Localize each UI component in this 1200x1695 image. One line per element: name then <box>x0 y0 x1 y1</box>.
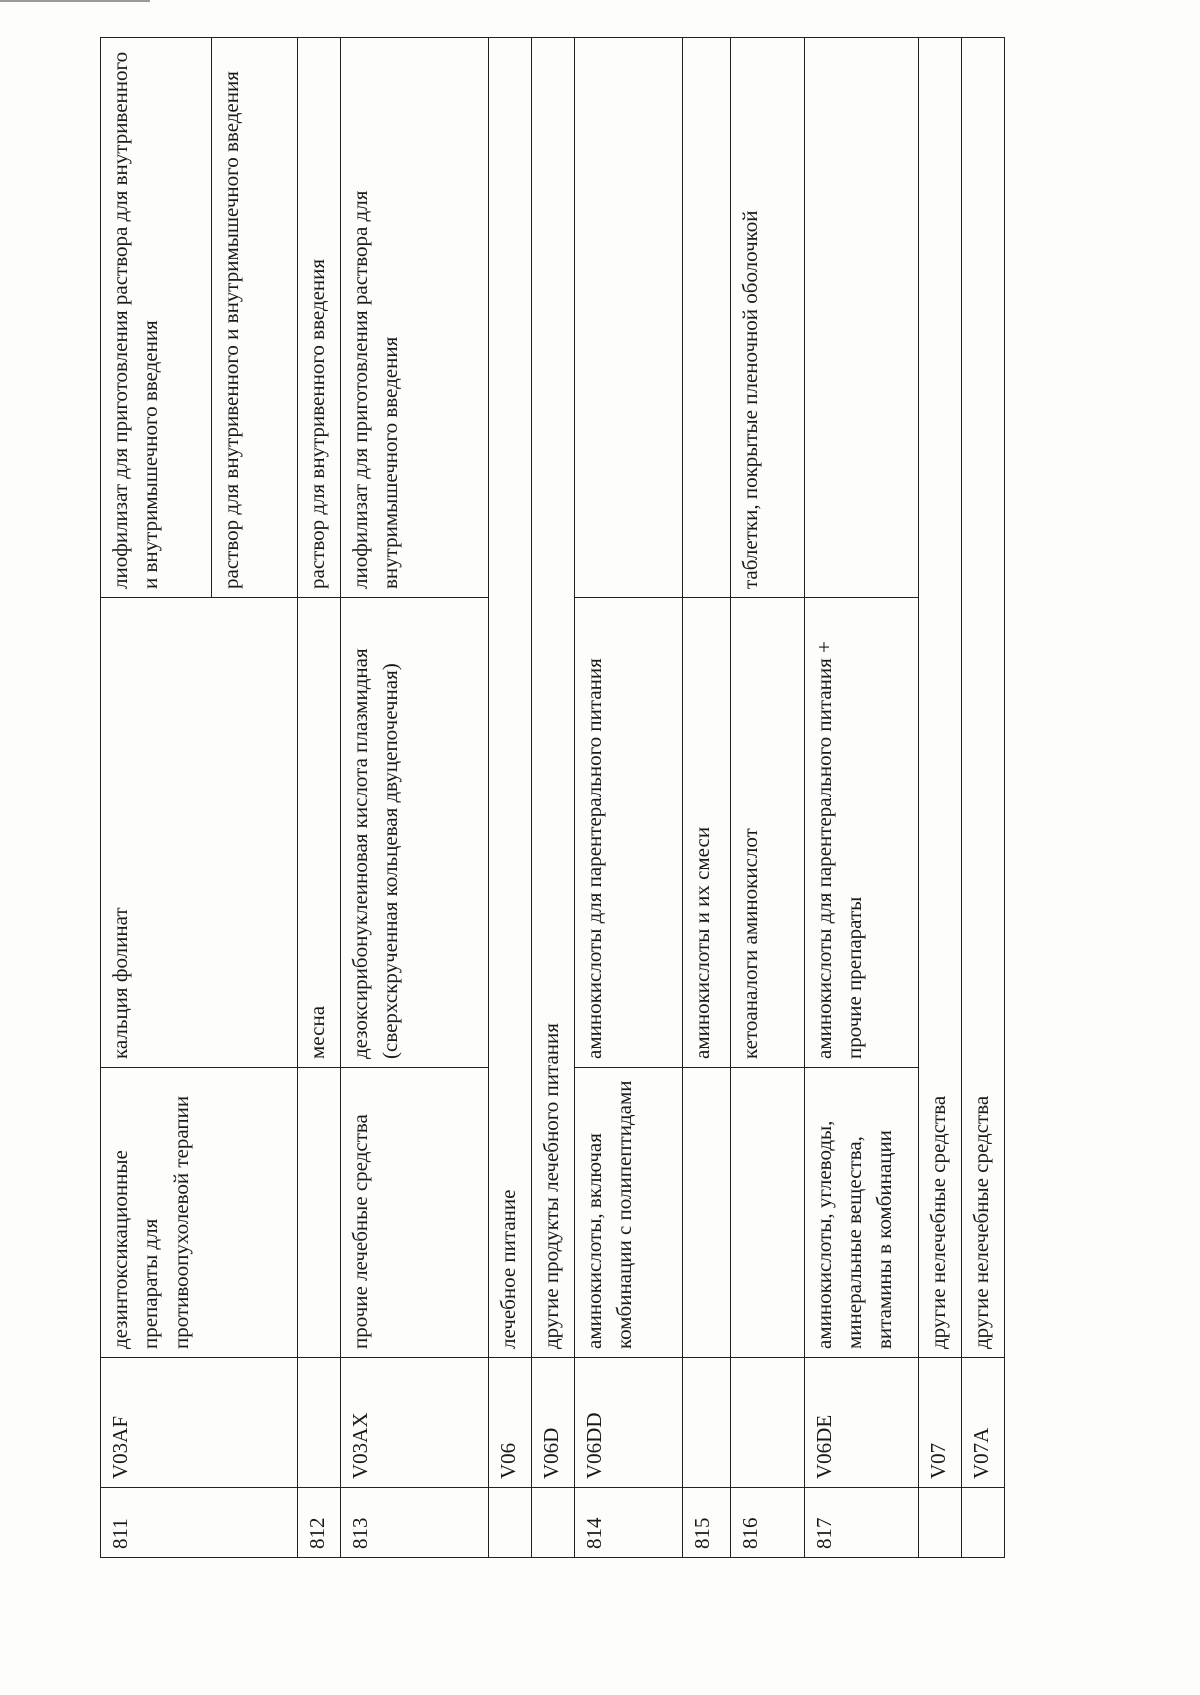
atc-code: V06DE <box>804 1358 919 1488</box>
dosage-form: раствор для внутривенного и внутримышечного введения <box>211 38 298 598</box>
atc-code <box>298 1358 341 1488</box>
drug-name: кетоаналоги аминокислот <box>730 598 804 1068</box>
atc-code: V06DD <box>574 1358 682 1488</box>
table-row <box>804 38 919 1558</box>
row-number: 814 <box>574 1488 682 1558</box>
table-row <box>683 38 731 1558</box>
drug-name: кальция фолинат <box>101 598 298 1068</box>
dosage-form: лиофилизат для приготовления раствора для внутривенного и внутримышечного введения <box>101 38 212 598</box>
dosage-form: таблетки, покрытые пленочной оболочкой <box>730 38 804 598</box>
atc-group: аминокислоты, углеводы, минеральные вещества, витамины в комбинации <box>804 1068 919 1358</box>
row-number: 815 <box>683 1488 731 1558</box>
atc-code: V07 <box>919 1358 962 1488</box>
drug-name: аминокислоты для парентерального питания + прочие препараты <box>804 598 919 1068</box>
atc-group: аминокислоты, включая комбинации с полипептидами <box>574 1068 682 1358</box>
row-number <box>532 1488 575 1558</box>
row-number: 812 <box>298 1488 341 1558</box>
atc-group: другие нелечебные средства <box>919 38 962 1358</box>
atc-group <box>730 1068 804 1358</box>
row-number: 811 <box>101 1488 298 1558</box>
atc-code: V03AF <box>101 1358 298 1488</box>
scan-edge-mark <box>0 0 150 2</box>
atc-group: лечебное питание <box>489 38 532 1358</box>
table-row <box>101 38 212 1558</box>
table-row <box>962 38 1005 1558</box>
drug-name: месна <box>298 598 341 1068</box>
dosage-form <box>804 38 919 598</box>
row-number: 813 <box>340 1488 488 1558</box>
atc-group <box>298 1068 341 1358</box>
table-row <box>730 38 804 1558</box>
table-row <box>574 38 682 1558</box>
table-row <box>298 38 341 1558</box>
atc-group: другие нелечебные средства <box>962 38 1005 1358</box>
dosage-form: раствор для внутривенного введения <box>298 38 341 598</box>
row-number: 817 <box>804 1488 919 1558</box>
atc-code: V07A <box>962 1358 1005 1488</box>
table-row <box>919 38 962 1558</box>
drug-name: аминокислоты для парентерального питания <box>574 598 682 1068</box>
row-number <box>962 1488 1005 1558</box>
atc-code: V06D <box>532 1358 575 1488</box>
drug-name: аминокислоты и их смеси <box>683 598 731 1068</box>
atc-code <box>683 1358 731 1488</box>
atc-group: прочие лечебные средства <box>340 1068 488 1358</box>
drug-name: дезоксирибонуклеиновая кислота плазмидная (сверхскрученная кольцевая двуцепочечная) <box>340 598 488 1068</box>
row-number <box>489 1488 532 1558</box>
row-number <box>919 1488 962 1558</box>
table-row <box>489 38 532 1558</box>
atc-code: V06 <box>489 1358 532 1488</box>
table-row <box>340 38 488 1558</box>
atc-code: V03AX <box>340 1358 488 1488</box>
atc-group <box>683 1068 731 1358</box>
dosage-form <box>683 38 731 598</box>
dosage-form: лиофилизат для приготовления раствора для внутримышечного введения <box>340 38 488 598</box>
rotated-page <box>100 38 1005 1558</box>
atc-group: другие продукты лечебного питания <box>532 38 575 1358</box>
atc-code <box>730 1358 804 1488</box>
medication-table <box>100 37 1005 1558</box>
atc-group: дезинтоксикационные препараты для противоопухолевой терапии <box>101 1068 298 1358</box>
dosage-form <box>574 38 682 598</box>
row-number: 816 <box>730 1488 804 1558</box>
table-row <box>532 38 575 1558</box>
